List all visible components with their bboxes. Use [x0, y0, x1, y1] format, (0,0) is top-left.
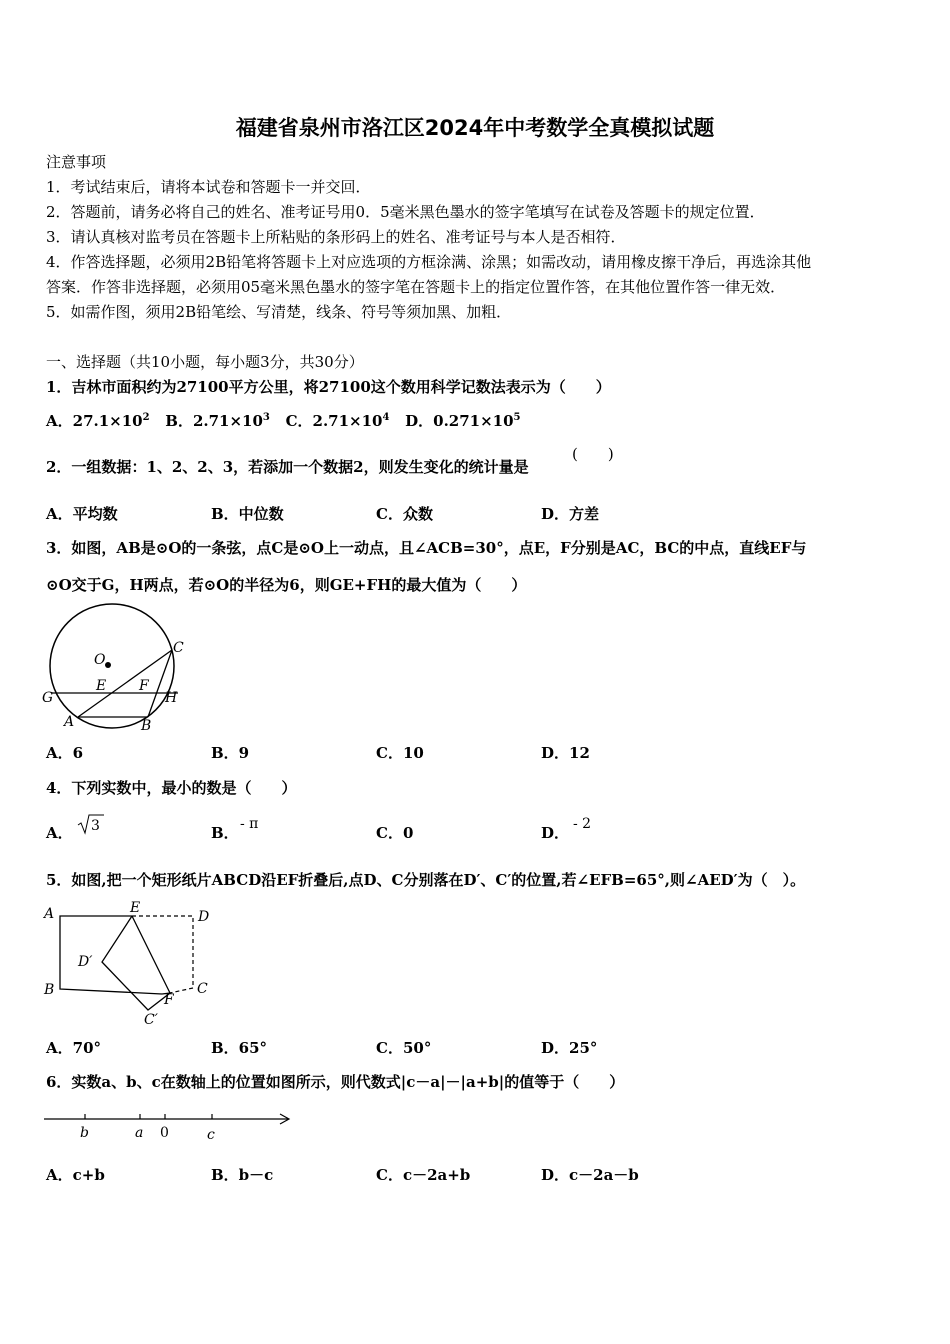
q1-options [46, 411, 521, 431]
q5-label-b: B [44, 982, 55, 998]
q6-option-d: D．c－2a－b [541, 1166, 639, 1184]
q5-stem: 5．如图,把一个矩形纸片ABCD沿EF折叠后,点D、C分别落在D′、C′的位置,若∠EFB=65°,则∠AED′为（ ）。 [46, 871, 806, 889]
q5-option-a: A．70° [46, 1039, 102, 1057]
q5-option-b: B．65° [211, 1039, 268, 1057]
q3-option-a: A．6 [46, 744, 84, 762]
q5-label-c-prime: C′ [144, 1012, 158, 1028]
q3-label-b: B [141, 718, 152, 734]
q3-option-c: C．10 [376, 744, 424, 762]
q4-option-c: C．0 [376, 824, 414, 842]
q3-label-a: A [64, 714, 75, 730]
q3-label-h: H [165, 690, 178, 706]
q6-option-c: C．c－2a+b [376, 1166, 471, 1184]
q5-label-a: A [44, 906, 55, 922]
q5-fold-diagram [40, 900, 220, 1030]
q5-label-c: C [197, 981, 208, 997]
q4-option-a: A． [46, 824, 73, 842]
q4-option-b-value: - π [240, 816, 259, 832]
q1-option-a: A．$27.1\times 10^2$ [46, 412, 150, 430]
q3-circle-diagram [40, 602, 190, 734]
q5-option-c: C．50° [376, 1039, 432, 1057]
q1-option-c: C．$2.71\times 10^4$ [285, 412, 390, 430]
notice-item-4-cont: 答案．作答非选择题，必须用05毫米黑色墨水的签字笔在答题卡上的指定位置作答，在其他位置作答一律无效． [46, 278, 786, 296]
q4-option-d: D． [541, 824, 570, 842]
q3-label-g: G [42, 690, 54, 706]
q2-option-a: A．平均数 [46, 505, 118, 523]
q6-label-zero: 0 [160, 1125, 169, 1141]
q3-label-f: F [139, 678, 149, 694]
q6-label-b: b [80, 1125, 89, 1141]
q2-stem: 2．一组数据：1、2、2、3，若添加一个数据2，则发生变化的统计量是 [46, 458, 529, 476]
q2-option-c: C．众数 [376, 505, 433, 523]
q5-label-d: D [198, 909, 210, 925]
q2-option-d: D．方差 [541, 505, 600, 523]
q1-option-d: D．$0.271\times 10^5$ [405, 412, 521, 430]
notice-item-4: 4．作答选择题，必须用2B铅笔将答题卡上对应选项的方框涂满、涂黑；如需改动，请用橡皮擦干净后，再选涂其他 [46, 253, 812, 271]
notice-item-1: 1．考试结束后，请将本试卷和答题卡一并交回． [46, 178, 371, 196]
q2-answer-paren: ( ) [572, 445, 614, 463]
q4-option-d-value: - 2 [573, 816, 592, 832]
q1-stem: 1．吉林市面积约为27100平方公里，将27100这个数用科学记数法表示为（ ） [46, 378, 611, 396]
q6-stem: 6．实数a、b、c在数轴上的位置如图所示，则代数式|c－a|－|a+b|的值等于（ ） [46, 1073, 625, 1091]
q4-stem: 4．下列实数中，最小的数是（ ） [46, 779, 297, 797]
q6-number-line [40, 1108, 300, 1144]
q5-label-e: E [130, 900, 141, 916]
q4-option-a-value: 3 [91, 818, 100, 834]
section-heading: 一、选择题（共10小题，每小题3分，共30分） [46, 353, 364, 371]
q6-option-a: A．c+b [46, 1166, 105, 1184]
q5-label-d-prime: D′ [78, 954, 93, 970]
notice-item-5: 5．如需作图，须用2B铅笔绘、写清楚，线条、符号等须加黑、加粗． [46, 303, 512, 321]
q6-label-c: c [207, 1127, 215, 1143]
q4-option-b: B． [211, 824, 239, 842]
q3-stem-line1: 3．如图，AB是⊙O的一条弦，点C是⊙O上一动点，且∠ACB=30°，点E，F分别是AC，BC的中点，直线EF与 [46, 539, 807, 557]
page-title: 福建省泉州市洛江区2024年中考数学全真模拟试题 [235, 116, 715, 140]
notice-heading: 注意事项 [46, 153, 107, 171]
q3-option-b: B．9 [211, 744, 250, 762]
q3-stem-line2: ⊙O交于G，H两点，若⊙O的半径为6，则GE+FH的最大值为（ ） [46, 576, 527, 594]
q4-sqrt-symbol [76, 812, 106, 836]
q6-label-a: a [135, 1125, 144, 1141]
q3-label-o: O [94, 652, 106, 668]
q1-option-b: B．$2.71\times 10^3$ [165, 412, 270, 430]
q3-label-e: E [96, 678, 107, 694]
notice-item-2: 2．答题前，请务必将自己的姓名、准考证号用0．5毫米黑色墨水的签字笔填写在试卷及答题卡的规定位置． [46, 203, 765, 221]
q5-option-d: D．25° [541, 1039, 598, 1057]
q5-label-f: F [164, 992, 174, 1008]
notice-item-3: 3．请认真核对监考员在答题卡上所粘贴的条形码上的姓名、准考证号与本人是否相符． [46, 228, 626, 246]
q2-option-b: B．中位数 [211, 505, 284, 523]
q3-label-c: C [173, 640, 184, 656]
q3-option-d: D．12 [541, 744, 590, 762]
q6-option-b: B．b－c [211, 1166, 274, 1184]
